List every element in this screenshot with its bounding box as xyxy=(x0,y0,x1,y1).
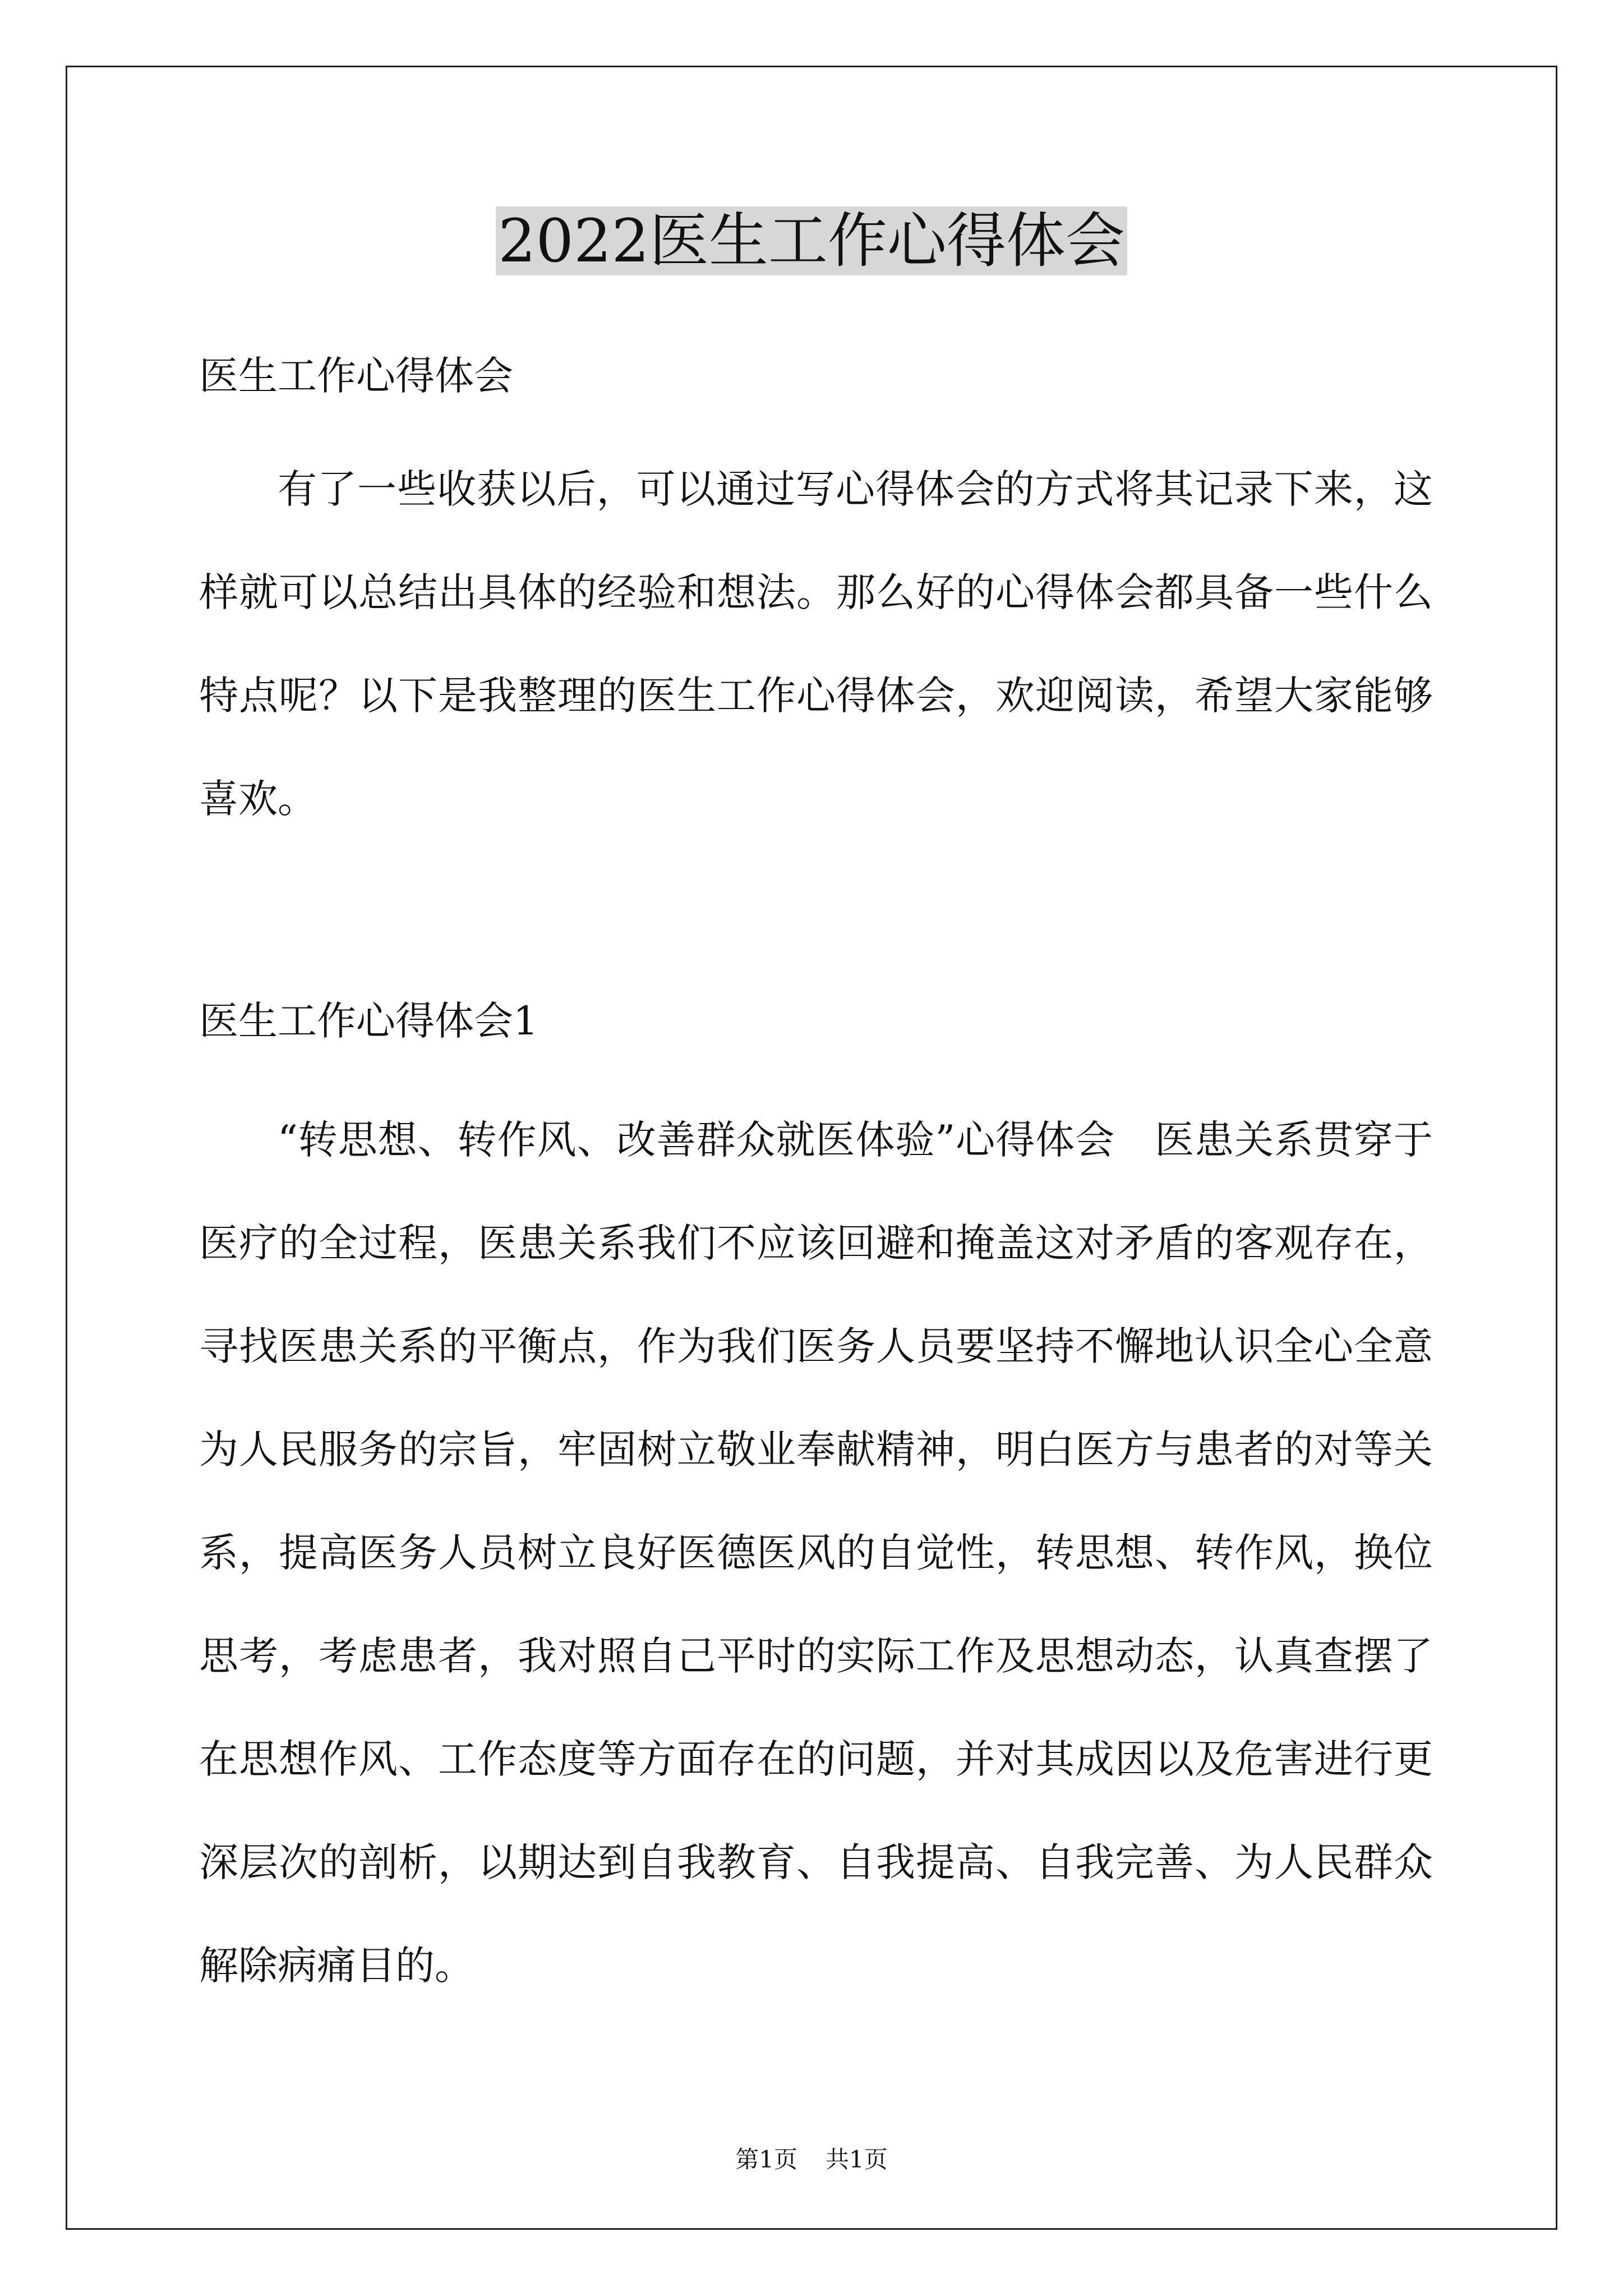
page-number: 第1页 xyxy=(735,2146,797,2173)
document-title-text: 2022医生工作心得体会 xyxy=(496,206,1127,275)
page-total: 共1页 xyxy=(826,2146,888,2173)
page-footer xyxy=(0,2143,1623,2177)
subtitle: 医生工作心得体会 xyxy=(199,353,513,399)
document-title xyxy=(0,199,1623,283)
intro-paragraph: 有了一些收获以后，可以通过写心得体会的方式将其记录下来，这样就可以总结出具体的经验和想法。那么好的心得体会都具备一些什么特点呢？以下是我整理的医生工作心得体会，欢迎阅读，希望大家能够喜欢。 xyxy=(199,466,1433,822)
section-heading-1: 医生工作心得体会1 xyxy=(199,998,538,1044)
section-1-paragraph: “转思想、转作风、改善群众就医体验”心得体会 医患关系贯穿于医疗的全过程，医患关系我们不应该回避和掩盖这对矛盾的客观存在，寻找医患关系的平衡点，作为我们医务人员要坚持不懈地认识全心全意为人民服务的宗旨，牢固树立敬业奉献精神，明白医方与患者的对等关系，提高医务人员树立良好医德医风的自觉性，转思想、转作风，换位思考，考虑患者，我对照自己平时的实际工作及思想动态，认真查摆了在思想作风、工作态度等方面存在的问题，并对其成因以及危害进行更深层次的剖析，以期达到自我教育、自我提高、自我完善、为人民群众解除病痛目的。 xyxy=(199,1117,1433,1989)
